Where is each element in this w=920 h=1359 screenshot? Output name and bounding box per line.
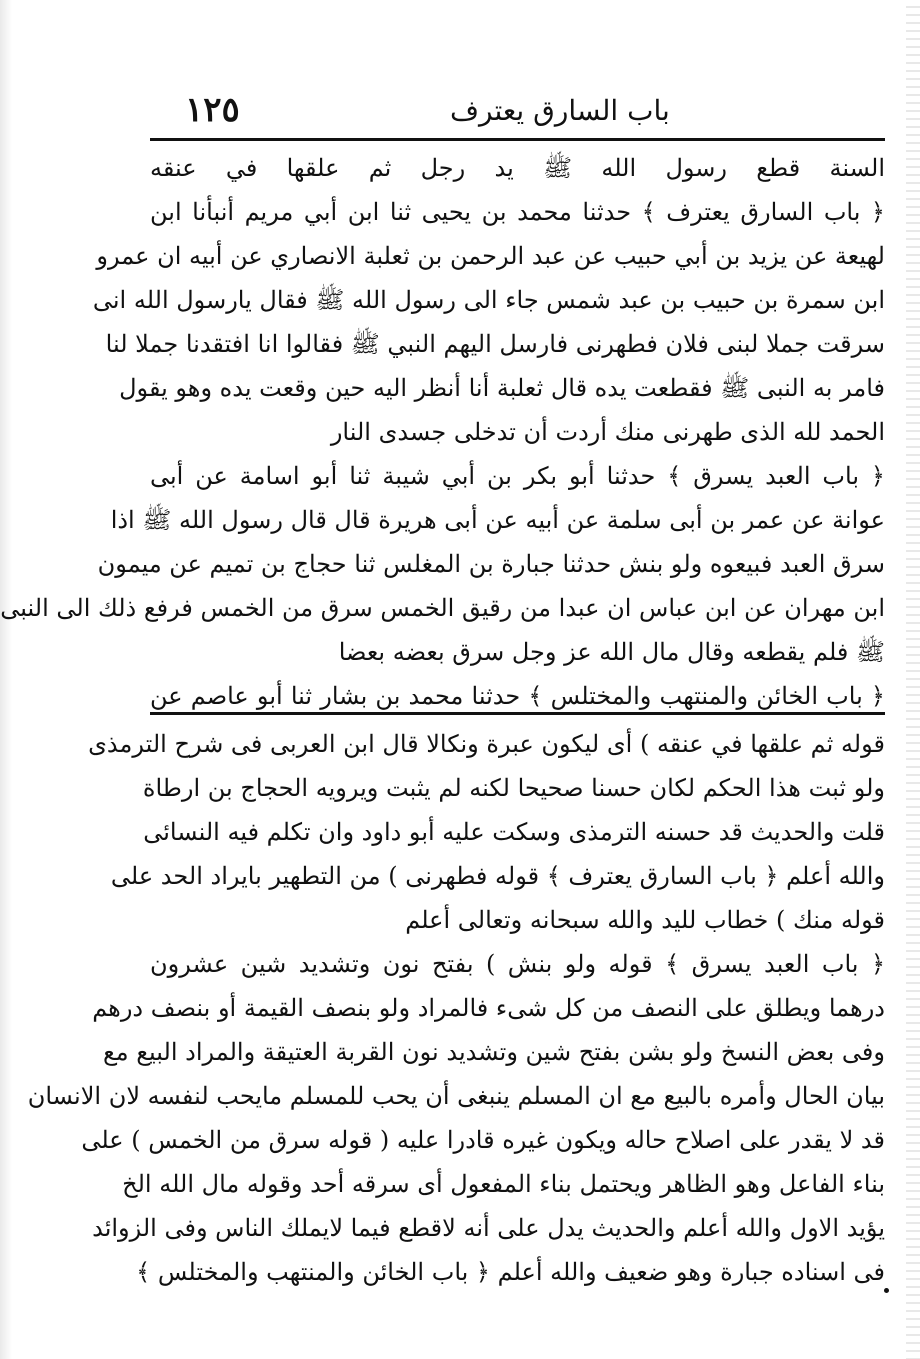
hadith-text <box>0 146 885 718</box>
hadith-line: ﴿ باب العبد يسرق ﴾ حدثنا أبو بكر بن أبي شيبة ثنا أبو اسامة عن أبى <box>150 462 885 490</box>
commentary-line: بيان الحال وأمره بالبيع مع ان المسلم ينبغى أن يحب للمسلم مايحب لنفسه لان الانسان <box>27 1082 885 1110</box>
hadith-line: الحمد لله الذى طهرنى منك أردت أن تدخلى جسدى النار <box>330 418 885 446</box>
page-right-edge-binding <box>906 0 920 1359</box>
commentary-line: قوله منك ) خطاب لليد والله سبحانه وتعالى أعلم <box>405 906 885 934</box>
page-left-edge-shadow <box>0 0 12 1359</box>
page-header <box>150 88 885 136</box>
hadith-line: سرقت جملا لبنى فلان فطهرنى فارسل اليهم النبي ﷺ فقالوا انا افتقدنا جملا لنا <box>105 330 885 358</box>
hadith-line: ابن سمرة بن حبيب بن عبد شمس جاء الى رسول الله ﷺ فقال يارسول الله انى <box>92 286 885 314</box>
commentary-line: قوله ثم علقها في عنقه ) أى ليكون عبرة ونكالا قال ابن العربى فى شرح الترمذى <box>88 730 885 758</box>
commentary-line: قلت والحديث قد حسنه الترمذى وسكت عليه أبو داود وان تكلم فيه النسائى <box>143 818 885 846</box>
running-title: باب السارق يعترف <box>450 94 670 127</box>
commentary-line: قد لا يقدر على اصلاح حاله ويكون غيره قادرا عليه ( قوله سرق من الخمس ) على <box>81 1126 885 1154</box>
commentary-line: فى اسناده جبارة وهو ضعيف والله أعلم ﴿ باب الخائن والمنتهب والمختلس ﴾ <box>136 1258 885 1286</box>
hadith-line: ابن مهران عن ابن عباس ان عبدا من رقيق الخمس سرق من الخمس فرفع ذلك الى النبى <box>0 594 885 622</box>
page-number: ١٢٥ <box>185 90 240 130</box>
hadith-line: عوانة عن عمر بن أبى سلمة عن أبيه عن أبى هريرة قال قال رسول الله ﷺ اذا <box>110 506 885 534</box>
hadith-line: ﴿ باب الخائن والمنتهب والمختلس ﴾ حدثنا محمد بن بشار ثنا أبو عاصم عن <box>150 682 885 710</box>
commentary-line: وفى بعض النسخ ولو بشن بفتح شين وتشديد نون القربة العتيقة والمراد البيع مع <box>103 1038 885 1066</box>
commentary-line: ﴿ باب العبد يسرق ﴾ قوله ولو بنش ) بفتح نون وتشديد شين عشرون <box>150 950 885 978</box>
hadith-line: ﴿ باب السارق يعترف ﴾ حدثنا محمد بن يحيى ثنا ابن أبي مريم أنبأنا ابن <box>150 198 885 226</box>
hadith-line: فامر به النبى ﷺ فقطعت يده قال ثعلبة أنا أنظر اليه حين وقعت يده وهو يقول <box>119 374 885 402</box>
hadith-line: لهيعة عن يزيد بن أبي حبيب عن عبد الرحمن بن ثعلبة الانصاري عن أبيه ان عمرو <box>96 242 885 270</box>
commentary-line: درهما ويطلق على النصف من كل شىء فالمراد ولو بنصف القيمة أو بنصف درهم <box>92 994 885 1022</box>
commentary-line: بناء الفاعل وهو الظاهر ويحتمل بناء المفعول أى سرقه أحد وقوله مال الله الخ <box>122 1170 885 1198</box>
commentary-separator-rule <box>150 712 885 715</box>
hadith-line: ﷺ فلم يقطعه وقال مال الله عز وجل سرق بعضه بعضا <box>338 638 885 666</box>
commentary-line: ولو ثبت هذا الحكم لكان حسنا صحيحا لكنه لم يثبت ويرويه الحجاج بن ارطاة <box>142 774 885 802</box>
hadith-line: السنة قطع رسول الله ﷺ يد رجل ثم علقها في عنقه <box>150 154 885 182</box>
hadith-line: سرق العبد فبيعوه ولو بنش حدثنا جبارة بن المغلس ثنا حجاج بن تميم عن ميمون <box>97 550 885 578</box>
ink-dot-mark <box>884 1288 889 1293</box>
commentary-line: يؤيد الاول والله أعلم والحديث يدل على أنه لاقطع فيما لايملك الناس وفى الزوائد <box>92 1214 885 1242</box>
header-rule <box>150 138 885 141</box>
commentary-line: والله أعلم ﴿ باب السارق يعترف ﴾ قوله فطهرنى ) من التطهير بايراد الحد على <box>110 862 885 890</box>
commentary-text <box>27 722 885 1294</box>
